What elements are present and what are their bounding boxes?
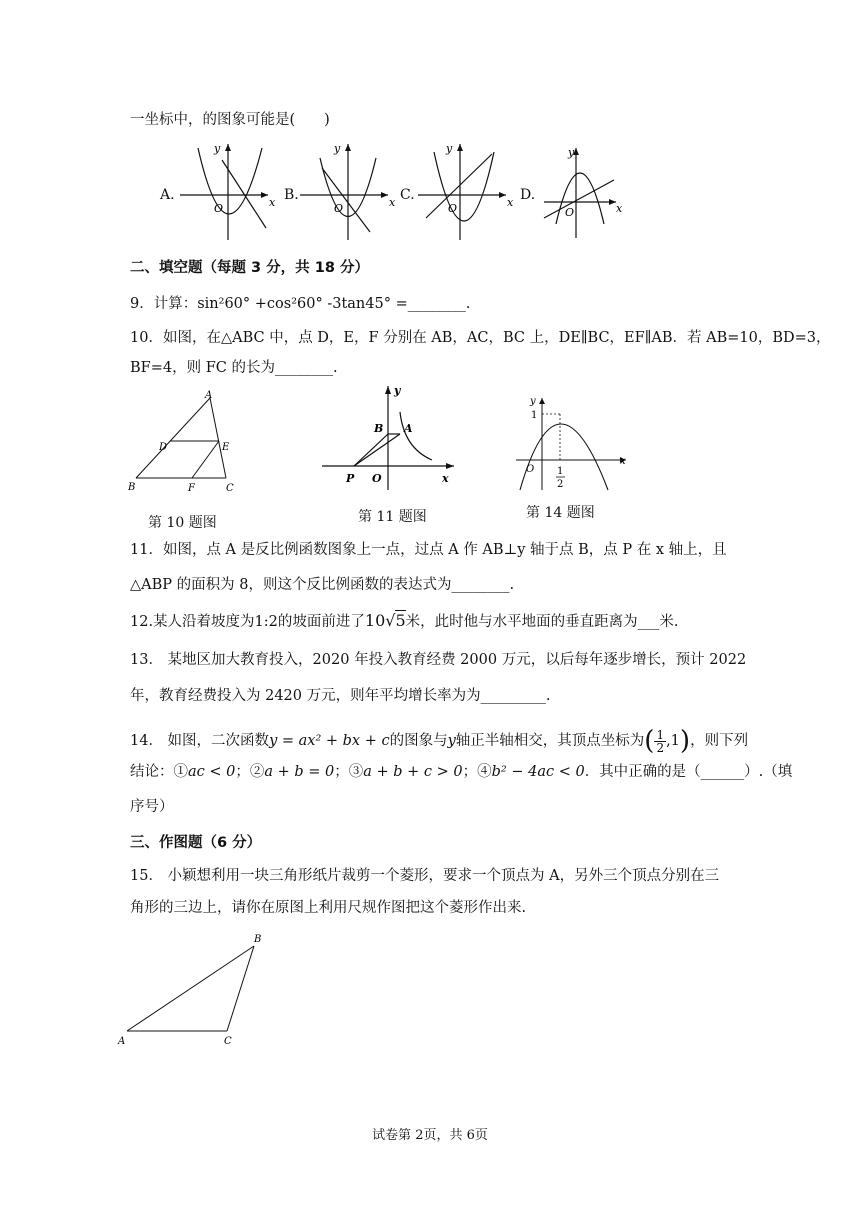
- q15-line-2: 角形的三边上，请你在原图上利用尺规作图把这个菱形作出来.: [130, 900, 527, 916]
- svg-text:x: x: [507, 196, 514, 209]
- q8-option-a-label: A.: [160, 187, 175, 203]
- fig11-label-x: x: [442, 472, 449, 485]
- q8-option-d-graph: [538, 142, 628, 240]
- q8-stem: 一坐标中，的图象可能是( ): [130, 112, 330, 128]
- q14-pre: 14． 如图，二次函数: [130, 733, 270, 749]
- fig14-caption: 第 14 题图: [526, 505, 595, 521]
- q14-vertex-x: $\frac{1}{2}$: [656, 727, 665, 755]
- svg-text:x: x: [616, 202, 623, 215]
- fig15-triangle: [116, 930, 266, 1048]
- q14-mid: 的图象与: [389, 733, 448, 749]
- fig14-label-half-num: 1: [557, 466, 564, 477]
- section-2-title: 二、填空题（每题 3 分，共 18 分）: [130, 260, 369, 276]
- fig10-label-b: B: [128, 482, 136, 493]
- q11-line-2: △ABP 的面积为 8，则这个反比例函数的表达式为________.: [130, 577, 515, 593]
- fig14-label-x: x: [620, 456, 626, 467]
- fig10-triangle: [124, 388, 244, 496]
- q14-conclusion-2: a + b = 0: [264, 764, 335, 780]
- fig10-label-d: D: [159, 442, 168, 453]
- fig14-label-one: 1: [531, 410, 538, 421]
- q14-conclusion-3: a + b + c > 0: [363, 764, 463, 780]
- q13-line-2: 年，教育经费投入为 2420 万元，则年平均增长率为为_________.: [130, 688, 551, 704]
- q12-coef: 10: [364, 611, 386, 630]
- q11-line-1: 11．如图，点 A 是反比例函数图象上一点，过点 A 作 AB⊥y 轴于点 B，点 P 在 x 轴上，且: [130, 542, 727, 558]
- q14-line-1: 14． 如图，二次函数y = ax² + bx + c的图象与y轴正半轴相交，其顶点坐标为( $\frac{1}{2}$ ,1)，则下列: [130, 726, 749, 756]
- fig15-label-c: C: [224, 1036, 232, 1047]
- q14-mid2: 轴正半轴相交，其顶点坐标为: [455, 733, 645, 749]
- fig11-label-p: P: [346, 472, 355, 485]
- svg-text:O: O: [214, 202, 224, 215]
- fig14-graph: [512, 394, 632, 494]
- q12-post: 米，此时他与水平地面的垂直距离为___米.: [405, 614, 679, 630]
- q12-text: 12.某人沿着坡度为1:2的坡面前进了10√5米，此时他与水平地面的垂直距离为___米.: [130, 611, 679, 630]
- fig10-label-a: A: [205, 390, 213, 401]
- q14-func: y = ax² + bx + c: [269, 733, 390, 749]
- fig11-label-o: O: [372, 472, 382, 485]
- q14-axis: y: [447, 733, 456, 749]
- q8-option-d-label: D.: [520, 187, 536, 203]
- svg-text:y: y: [334, 142, 341, 155]
- fig10-label-e: E: [222, 442, 230, 453]
- svg-text:y: y: [446, 142, 453, 155]
- q15-line-1: 15． 小颖想利用一块三角形纸片裁剪一个菱形，要求一个顶点为 A，另外三个顶点分别在三: [130, 868, 720, 884]
- svg-text:O: O: [334, 202, 344, 215]
- q14-conclusion-4: b² − 4ac < 0: [491, 764, 585, 780]
- q9-text: 9．计算：sin²60° +cos²60° -3tan45° =________.: [130, 296, 471, 312]
- svg-text:O: O: [448, 202, 458, 215]
- q10-line-2: BF=4，则 FC 的长为________.: [130, 360, 338, 376]
- fig15-label-a: A: [118, 1036, 126, 1047]
- fig11-caption: 第 11 题图: [358, 509, 427, 525]
- fig11-label-b: B: [374, 422, 384, 435]
- fig14-label-o: O: [526, 464, 535, 475]
- fig11-label-a: A: [404, 422, 413, 435]
- fig15-label-b: B: [254, 934, 262, 945]
- q8-option-c-label: C.: [400, 187, 415, 203]
- q12-radicand: 5: [395, 611, 406, 630]
- svg-text:O: O: [565, 206, 575, 219]
- svg-text:y: y: [568, 146, 575, 159]
- fig10-label-f: F: [188, 483, 195, 494]
- q8-option-b-label: B.: [284, 187, 299, 203]
- q14-line-2: 结论：①ac < 0；②a + b = 0；③a + b + c > 0；④b² − 4ac < 0．其中正确的是（______）.（填: [130, 764, 793, 780]
- q10-line-1: 10．如图，在△ABC 中，点 D，E，F 分别在 AB，AC，BC 上，DE∥BC，EF∥AB．若 AB=10，BD=3，: [130, 330, 831, 346]
- q13-line-1: 13． 某地区加大教育投入，2020 年投入教育经费 2000 万元，以后每年逐步增长，预计 2022: [130, 652, 747, 668]
- fig10-label-c: C: [226, 483, 234, 494]
- q8-option-a-graph: [180, 140, 280, 242]
- fig11-graph: [318, 382, 458, 492]
- svg-text:y: y: [214, 142, 221, 155]
- svg-text:x: x: [389, 196, 396, 209]
- q14-conclusion-1: ac < 0: [188, 764, 236, 780]
- fig14-label-half-den: 2: [557, 479, 564, 490]
- q14-vertex-y: ,1: [666, 733, 680, 749]
- q12-pre: 12.某人沿着坡度为1:2的坡面前进了: [130, 614, 365, 630]
- section-3-title: 三、作图题（6 分）: [130, 835, 262, 851]
- q8-option-c-graph: [418, 140, 518, 242]
- q14-post: ，则下列: [690, 733, 749, 749]
- fig11-label-y: y: [394, 384, 401, 397]
- fig14-label-y: y: [530, 396, 536, 407]
- fig10-caption: 第 10 题图: [148, 515, 217, 531]
- svg-text:x: x: [269, 196, 276, 209]
- q8-option-b-graph: [300, 140, 400, 242]
- q14-line-3: 序号）: [130, 799, 174, 815]
- page-footer: 试卷第 2页，共 6页: [372, 1128, 488, 1143]
